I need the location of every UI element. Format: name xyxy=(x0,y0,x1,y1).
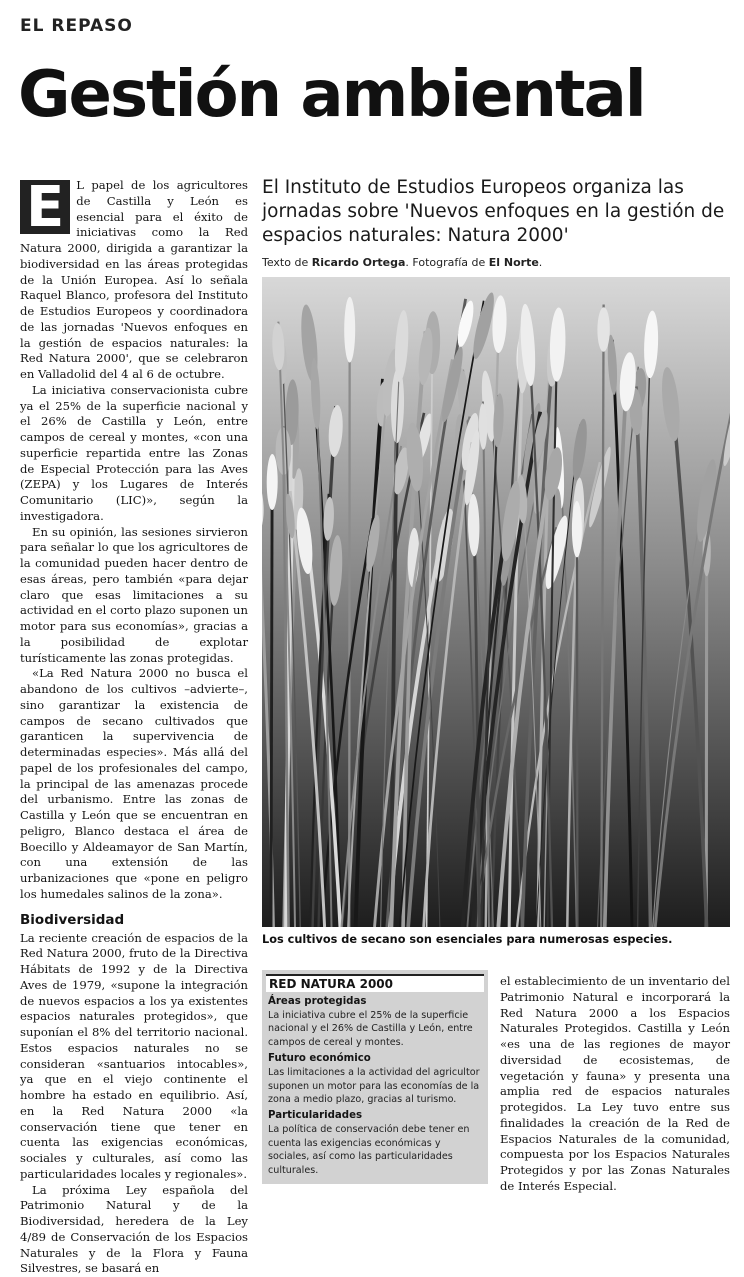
info-box-item xyxy=(262,1109,488,1177)
byline-photo-source: El Norte xyxy=(489,256,539,269)
lead-text: L papel de los agricultores de Castilla y León es esencial para el éxito de iniciativas como la Red Natura 2000, dirigida a garantizar la biodiversidad en las áreas protegidas de la Unión Europea. Así lo señala Raquel Blanco, profesora del Instituto de Estudios Europeos y coordinadora de las jornadas 'Nuevos enfoques en la gestión de espacios naturales: la Red Natura 2000', que se celebraron en Valladolid del 4 al 6 de octubre. xyxy=(20,178,248,381)
article-body-right xyxy=(500,974,730,1195)
wheat-illustration xyxy=(262,277,730,927)
subheading-biodiversidad: Biodiversidad xyxy=(20,911,248,929)
byline-author: Ricardo Ortega xyxy=(312,256,406,269)
byline xyxy=(262,256,542,269)
info-box xyxy=(262,970,488,1184)
byline-suffix: . xyxy=(539,256,543,269)
wheat-field-photo xyxy=(262,277,730,927)
info-box-item xyxy=(262,1052,488,1106)
wheat-stalk xyxy=(271,457,272,927)
section-tag: EL REPASO xyxy=(20,16,133,36)
paragraph: La reciente creación de espacios de la Red Natura 2000, fruto de la Directiva Hábitats de 1992 y de la Directiva Aves de 1979, «supone la integración de nuevos espacios a los ya existentes espacios naturales protegidos», que suponían el 8% del territorio nacional. Estos espacios naturales no se consideran «santuarios intocables», ya que en el viejo continente el hombre ha estado en equilibrio. Así, en la Red Natura 2000 «la conservación tiene que tener en cuenta las exigencias económicas, sociales y culturales, así como las particularidades locales y regionales». xyxy=(20,931,248,1183)
info-box-text: La iniciativa cubre el 25% de la superficie nacional y el 26% de Castilla y León, entre campos de cereal y montes. xyxy=(268,1009,482,1049)
info-box-text: La política de conservación debe tener en cuenta las exigencias económicas y sociales, así como las particularidades culturales. xyxy=(268,1123,482,1177)
headline: Gestión ambiental xyxy=(18,52,728,138)
info-box-heading: Particularidades xyxy=(268,1109,482,1122)
lead-paragraph xyxy=(20,178,248,383)
info-box-title: RED NATURA 2000 xyxy=(266,974,484,992)
info-box-item xyxy=(262,995,488,1049)
subheadline: El Instituto de Estudios Europeos organiza las jornadas sobre 'Nuevos enfoques en la gestión de espacios naturales: Natura 2000' xyxy=(262,176,728,248)
paragraph: La iniciativa conservacionista cubre ya el 25% de la superficie nacional y el 26% de Castilla y León, entre campos de cereal y montes, «con una superficie repartida entre las Zonas de Especial Protección para las Aves (ZEPA) y los Lugares de Interés Comunitario (LIC)», según la investigadora. xyxy=(20,383,248,525)
article-body-left xyxy=(20,178,248,1277)
photo-caption: Los cultivos de secano son esenciales para numerosas especies. xyxy=(262,933,732,946)
drop-cap: E xyxy=(20,180,70,234)
info-box-heading: Futuro económico xyxy=(268,1052,482,1065)
paragraph: el establecimiento de un inventario del Patrimonio Natural e incorporará la Red Natura 2000 a los Espacios Naturales Protegidos. Castilla y León «es una de las regiones de mayor diversidad de ecosistemas, de vegetación y fauna» y presenta una amplia red de espacios naturales protegidos. La Ley tuvo entre sus finalidades la creación de la Red de Espacios Naturales de la comunidad, compuesta por los Espacios Naturales Protegidos y por las Zonas Naturales de Interés Especial. xyxy=(500,974,730,1195)
paragraph: La próxima Ley española del Patrimonio Natural y de la Biodiversidad, heredera de la Ley 4/89 de Conservación de los Espacios Naturales y de la Flora y Fauna Silvestres, se basará en xyxy=(20,1183,248,1277)
paragraph: «La Red Natura 2000 no busca el abandono de los cultivos –advierte–, sino garantizar la existencia de campos de secano cultivados que garanticen la supervivencia de determinadas especies». Más allá del papel de los profesionales del campo, la principal de las amenazas procede del urbanismo. Entre las zonas de Castilla y León que se encuentran en peligro, Blanco destaca el área de Boecillo y Aldeamayor de San Martín, con una extensión de las urbanizaciones que «pone en peligro los humedales salinos de la zona». xyxy=(20,666,248,902)
wheat-ear xyxy=(572,501,582,557)
info-box-text: Las limitaciones a la actividad del agricultor suponen un motor para las economías de la zona a medio plazo, gracias al turismo. xyxy=(268,1066,482,1106)
paragraph: En su opinión, las sesiones sirvieron para señalar lo que los agricultores de la comunidad pueden hacer dentro de esas áreas, pero también «para dejar claro que esas limitaciones a su actividad en el corto plazo suponen un motor para sus economías», gracias a la posibilidad de explotar turísticamente las zonas protegidas. xyxy=(20,525,248,667)
byline-photo-prefix: . Fotografía de xyxy=(405,256,488,269)
byline-prefix: Texto de xyxy=(262,256,312,269)
info-box-heading: Áreas protegidas xyxy=(268,995,482,1008)
